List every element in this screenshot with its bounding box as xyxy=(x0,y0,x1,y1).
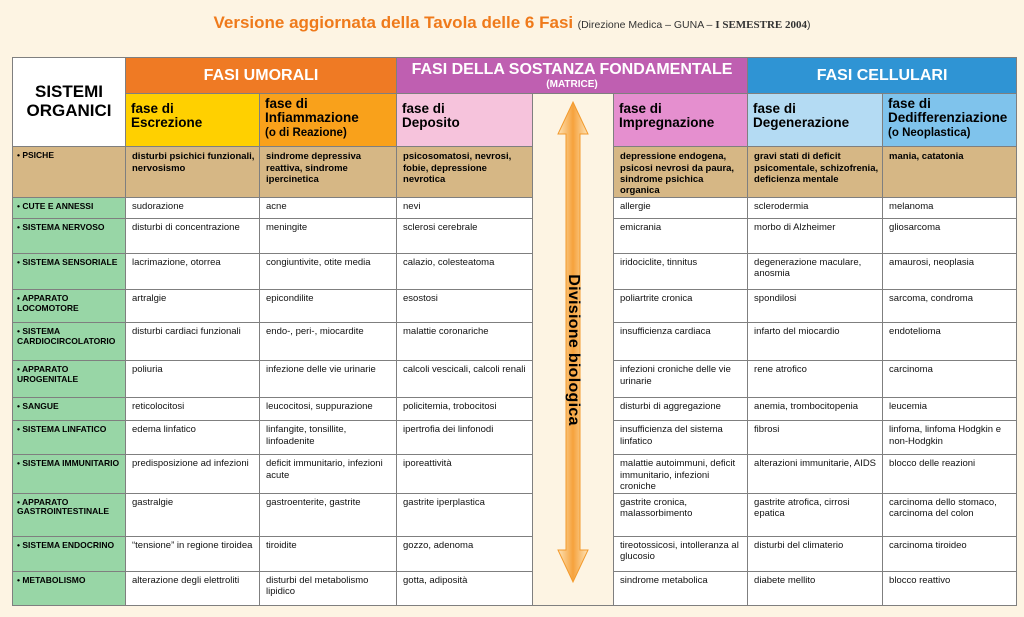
table-cell: rene atrofico xyxy=(748,361,883,398)
table-cell: endotelioma xyxy=(883,323,1017,361)
table-cell: meningite xyxy=(260,218,397,253)
table-cell: amaurosi, neoplasia xyxy=(883,253,1017,289)
table-cell: reticolocitosi xyxy=(126,398,260,421)
systems-header-line2: ORGANICI xyxy=(26,101,112,121)
table-cell: melanoma xyxy=(883,197,1017,218)
table-row xyxy=(13,197,1017,218)
table-row xyxy=(13,455,1017,493)
table-cell: infarto del miocardio xyxy=(748,323,883,361)
system-label: • SANGUE xyxy=(13,398,126,421)
table-cell: anemia, trombocitopenia xyxy=(748,398,883,421)
system-label: • SISTEMA IMMUNITARIO xyxy=(13,455,126,493)
table-cell: carcinoma tiroideo xyxy=(883,536,1017,571)
table-cell: tireotossicosi, intolleranza al glucosio xyxy=(614,536,748,571)
table-cell: insufficienza del sistema linfatico xyxy=(614,421,748,455)
table-cell: “tensione” in regione tiroidea xyxy=(126,536,260,571)
biological-division-column xyxy=(533,94,614,606)
table-cell: deficit immunitario, infezioni acute xyxy=(260,455,397,493)
table-row xyxy=(13,536,1017,571)
phase-deposito: fase di Deposito xyxy=(397,94,533,147)
table-row xyxy=(13,571,1017,605)
title-subtitle xyxy=(578,19,811,31)
table-cell: predisposizione ad infezioni xyxy=(126,455,260,493)
table-cell: calcoli vescicali, calcoli renali xyxy=(397,361,533,398)
table-cell: diabete mellito xyxy=(748,571,883,605)
table-row xyxy=(13,290,1017,323)
system-label: • METABOLISMO xyxy=(13,571,126,605)
system-label: • SISTEMA ENDOCRINO xyxy=(13,536,126,571)
table-cell: gravi stati di deficit psicomentale, schizofrenia, deficienza mentale xyxy=(748,147,883,198)
table-row xyxy=(13,493,1017,536)
table-cell: gastrite cronica, malassorbimento xyxy=(614,493,748,536)
table-cell: gastroenterite, gastrite xyxy=(260,493,397,536)
table-cell: gotta, adiposità xyxy=(397,571,533,605)
matrix-phases-header xyxy=(397,58,748,94)
table-cell: tiroidite xyxy=(260,536,397,571)
table-cell: sudorazione xyxy=(126,197,260,218)
table-cell: nevi xyxy=(397,197,533,218)
table-cell: endo-, peri-, miocardite xyxy=(260,323,397,361)
system-label: • APPARATO GASTROINTESTINALE xyxy=(13,493,126,536)
table-cell: linfoma, linfoma Hodgkin e non-Hodgkin xyxy=(883,421,1017,455)
phase-dedifferenziazione: fase di Dedifferenziazione (o Neoplastica) xyxy=(883,94,1017,147)
phase-degenerazione: fase di Degenerazione xyxy=(748,94,883,147)
table-cell: sarcoma, condroma xyxy=(883,290,1017,323)
table-cell: infezioni croniche delle vie urinarie xyxy=(614,361,748,398)
table-cell: morbo di Alzheimer xyxy=(748,218,883,253)
system-label: • CUTE E ANNESSI xyxy=(13,197,126,218)
system-label: • SISTEMA CARDIOCIRCOLATORIO xyxy=(13,323,126,361)
table-cell: epicondilite xyxy=(260,290,397,323)
table-cell: ipertrofia dei linfonodi xyxy=(397,421,533,455)
table-cell: emicrania xyxy=(614,218,748,253)
table-row xyxy=(13,421,1017,455)
table-cell: psicosomatosi, nevrosi, fobie, depressione nevrotica xyxy=(397,147,533,198)
table-cell: allergie xyxy=(614,197,748,218)
table-cell: blocco reattivo xyxy=(883,571,1017,605)
table-cell: edema linfatico xyxy=(126,421,260,455)
table-cell: gastrite iperplastica xyxy=(397,493,533,536)
table-row xyxy=(13,218,1017,253)
table-cell: poliartrite cronica xyxy=(614,290,748,323)
table-cell: sclerodermia xyxy=(748,197,883,218)
page-title xyxy=(0,13,1024,33)
system-label: • APPARATO LOCOMOTORE xyxy=(13,290,126,323)
table-cell: poliuria xyxy=(126,361,260,398)
table-cell: disturbi del climaterio xyxy=(748,536,883,571)
table-cell: congiuntivite, otite media xyxy=(260,253,397,289)
table-cell: gliosarcoma xyxy=(883,218,1017,253)
matrix-header-subtitle: (MATRICE) xyxy=(546,78,598,90)
table-cell: sindrome depressiva reattiva, sindrome ipercinetica xyxy=(260,147,397,198)
table-cell: alterazione degli elettroliti xyxy=(126,571,260,605)
matrix-header-title: FASI DELLA SOSTANZA FONDAMENTALE xyxy=(411,60,733,78)
phase-infiammazione: fase di Infiammazione (o di Reazione) xyxy=(260,94,397,147)
table-cell: gastralgie xyxy=(126,493,260,536)
table-cell: disturbi del metabolismo lipidico xyxy=(260,571,397,605)
table-cell: esostosi xyxy=(397,290,533,323)
humoral-phases-header: FASI UMORALI xyxy=(126,58,397,94)
table-cell: sclerosi cerebrale xyxy=(397,218,533,253)
table-cell: disturbi di concentrazione xyxy=(126,218,260,253)
system-label: • SISTEMA LINFATICO xyxy=(13,421,126,455)
table-cell: sindrome metabolica xyxy=(614,571,748,605)
table-cell: iridociclite, tinnitus xyxy=(614,253,748,289)
subtitle-suffix: ) xyxy=(807,19,811,31)
table-cell: infezione delle vie urinarie xyxy=(260,361,397,398)
six-phases-table xyxy=(12,57,1017,606)
table-cell: leucocitosi, suppurazione xyxy=(260,398,397,421)
table-cell: carcinoma xyxy=(883,361,1017,398)
table-row xyxy=(13,398,1017,421)
table-cell: degenerazione maculare, anosmia xyxy=(748,253,883,289)
table-cell: leucemia xyxy=(883,398,1017,421)
table-cell: disturbi psichici funzionali, nervosismo xyxy=(126,147,260,198)
systems-header-line1: SISTEMI xyxy=(34,82,103,102)
table-cell: blocco delle reazioni xyxy=(883,455,1017,493)
table-row xyxy=(13,361,1017,398)
table-cell: disturbi cardiaci funzionali xyxy=(126,323,260,361)
table-cell: mania, catatonia xyxy=(883,147,1017,198)
system-label: • PSICHE xyxy=(13,147,126,198)
table-cell: artralgie xyxy=(126,290,260,323)
table-cell: gozzo, adenoma xyxy=(397,536,533,571)
table-cell: carcinoma dello stomaco, carcinoma del colon xyxy=(883,493,1017,536)
table-cell: fibrosi xyxy=(748,421,883,455)
phase-escrezione: fase di Escrezione xyxy=(126,94,260,147)
table-cell: spondilosi xyxy=(748,290,883,323)
table-cell: calazio, colesteatoma xyxy=(397,253,533,289)
systems-header xyxy=(13,58,126,147)
table-row xyxy=(13,323,1017,361)
table-cell: acne xyxy=(260,197,397,218)
system-label: • APPARATO UROGENITALE xyxy=(13,361,126,398)
table-row xyxy=(13,253,1017,289)
phase-impregnazione: fase di Impregnazione xyxy=(614,94,748,147)
table-cell: disturbi di aggregazione xyxy=(614,398,748,421)
system-label: • SISTEMA SENSORIALE xyxy=(13,253,126,289)
table-cell: lacrimazione, otorrea xyxy=(126,253,260,289)
table-cell: malattie coronariche xyxy=(397,323,533,361)
title-main: Versione aggiornata della Tavola delle 6 Fasi xyxy=(213,13,574,32)
table-cell: insufficienza cardiaca xyxy=(614,323,748,361)
table-cell: policitemia, trobocitosi xyxy=(397,398,533,421)
table-cell: malattie autoimmuni, deficit immunitario, infezioni croniche xyxy=(614,455,748,493)
table-cell: depressione endogena, psicosi nevrosi da paura, sindrome psichica organica xyxy=(614,147,748,198)
table-cell: linfangite, tonsillite, linfoadenite xyxy=(260,421,397,455)
system-label: • SISTEMA NERVOSO xyxy=(13,218,126,253)
subtitle-semester: I SEMESTRE 2004 xyxy=(715,19,808,31)
table-cell: iporeattività xyxy=(397,455,533,493)
table-cell: gastrite atrofica, cirrosi epatica xyxy=(748,493,883,536)
table-row xyxy=(13,147,1017,198)
cellular-phases-header: FASI CELLULARI xyxy=(748,58,1017,94)
biological-division-label: Divisione biologica xyxy=(565,273,583,426)
table-cell: alterazioni immunitarie, AIDS xyxy=(748,455,883,493)
subtitle-prefix: (Direzione Medica – GUNA – xyxy=(577,19,716,31)
